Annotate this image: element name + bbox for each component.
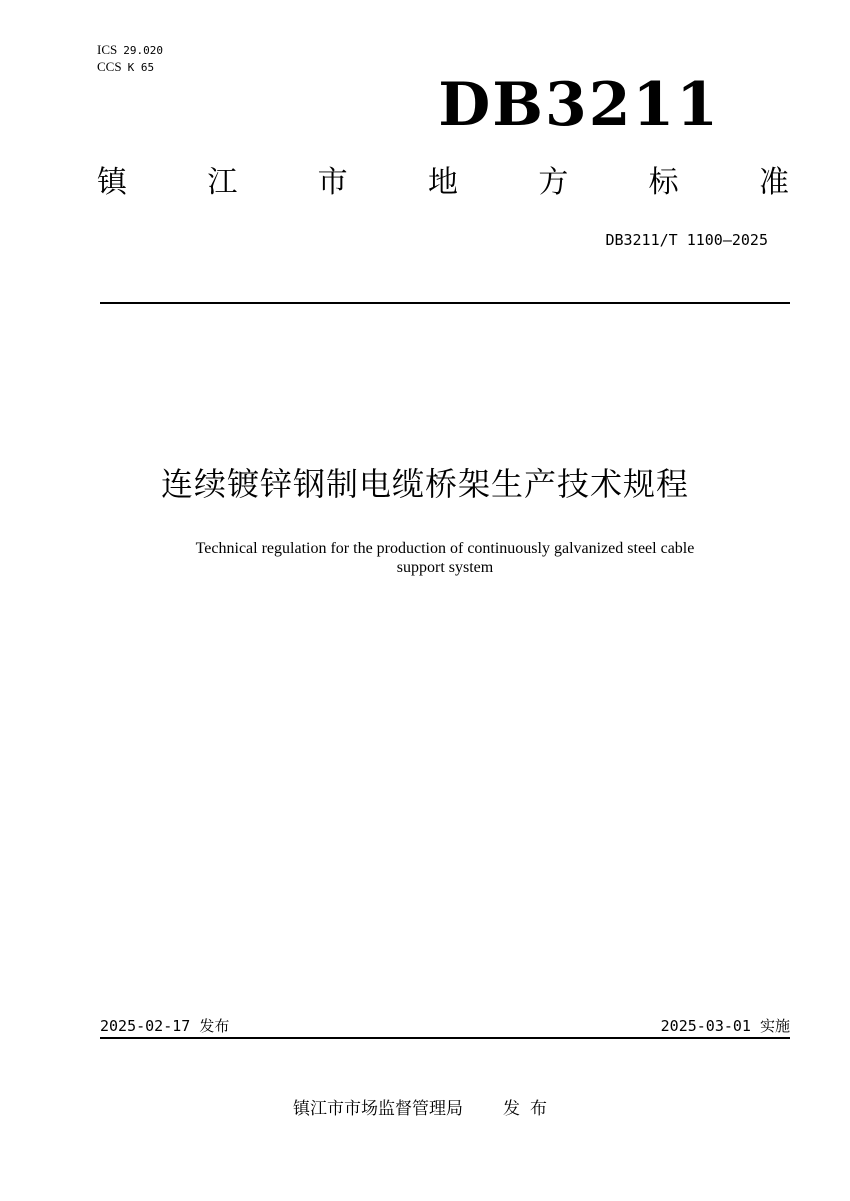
implement-label: 实施 [759, 1017, 790, 1035]
standard-logo: DB3211 [438, 70, 720, 140]
publish-date-value: 2025-02-17 [100, 1017, 191, 1035]
ccs-value: K 65 [127, 61, 155, 74]
issuing-authority [0, 1098, 850, 1120]
publish-date [100, 1016, 229, 1036]
standard-type-char: 方 [538, 165, 569, 200]
standard-title-en [120, 539, 770, 577]
standard-type-char: 江 [207, 165, 238, 200]
ccs-code [97, 59, 163, 76]
title-en-line: Technical regulation for the production of continuously galvanized steel cable [195, 540, 695, 557]
document-number: DB3211/T 1100—2025 [605, 231, 768, 249]
standard-type-char: 准 [758, 165, 789, 200]
implement-date-value: 2025-03-01 [660, 1017, 751, 1035]
implement-date [661, 1016, 790, 1036]
standard-title-cn: 连续镀锌钢制电缆桥架生产技术规程 [160, 465, 689, 503]
ics-code [97, 42, 163, 59]
standard-type-char: 地 [427, 165, 458, 200]
publish-label: 发布 [199, 1017, 230, 1035]
top-divider [100, 302, 790, 304]
standard-type-char: 市 [317, 165, 348, 200]
bottom-divider [100, 1037, 790, 1039]
issuer-name: 镇江市市场监督管理局 [293, 1099, 463, 1119]
standard-type-heading [97, 163, 789, 203]
classification-codes [97, 42, 163, 76]
ccs-label: CCS [97, 59, 122, 74]
issuer-action: 发布 [503, 1099, 557, 1119]
standard-type-char: 镇 [97, 165, 127, 200]
standard-type-char: 标 [648, 165, 679, 200]
ics-label: ICS [97, 42, 118, 57]
ics-value: 29.020 [123, 44, 163, 57]
title-en-line: support system [396, 559, 494, 576]
